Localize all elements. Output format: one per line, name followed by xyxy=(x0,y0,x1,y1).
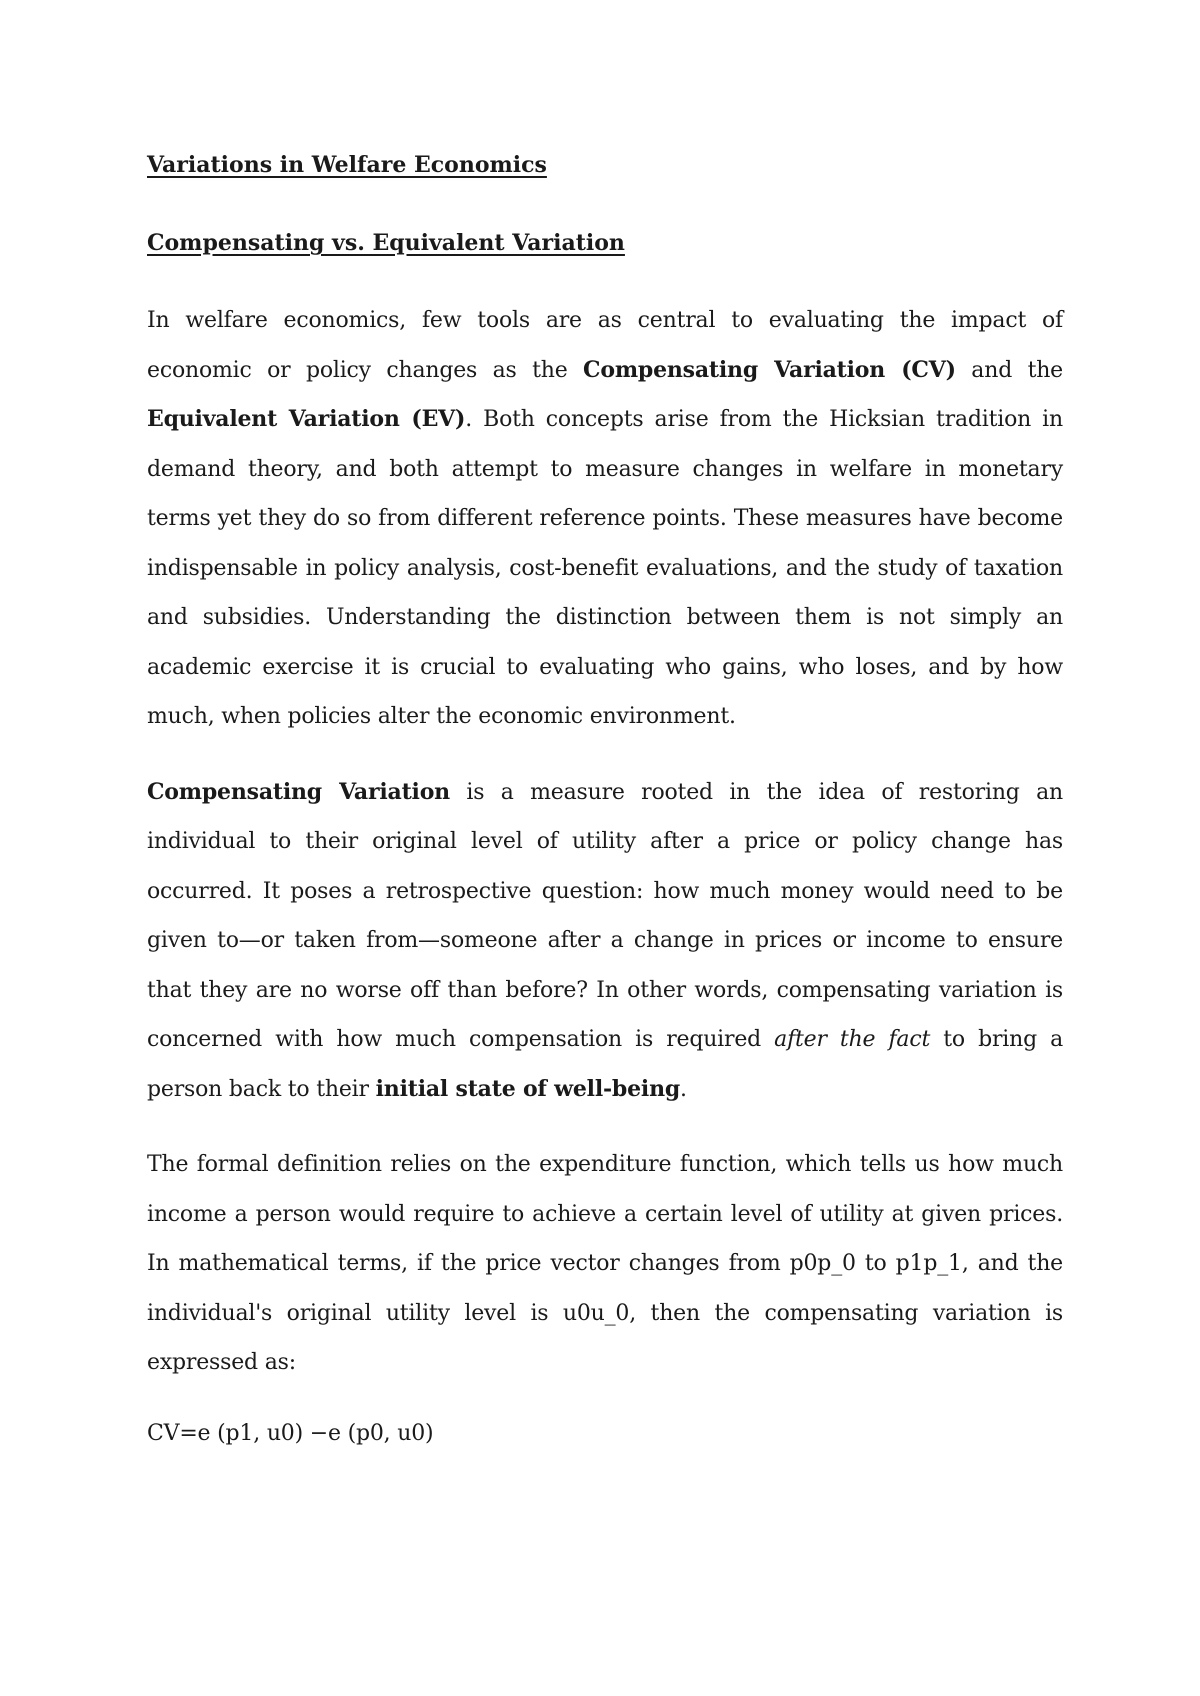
paragraph-cv-text-1: is a measure rooted in the idea of restoring an individual to their original level of utility after a price or policy change has occurred. It poses a retrospective question: how much money would need to be given to—or taken from—someone after a change in prices or income to ensure that they are no worse off than before? In other words, compensating variation is concerned with how much compensation is required xyxy=(147,779,1063,1052)
ev-term: Equivalent Variation (EV) xyxy=(147,406,466,432)
paragraph-cv-text-2: to bring a person back to their xyxy=(147,1027,1063,1102)
document-page xyxy=(147,140,1063,1454)
document-title: Variations in Welfare Economics xyxy=(147,152,547,178)
section-heading: Compensating vs. Equivalent Variation xyxy=(147,230,625,256)
cv-definition-term: Compensating Variation xyxy=(147,778,450,805)
paragraph-intro-text-2: and the xyxy=(955,357,1063,383)
paragraph-formal-definition: The formal definition relies on the expenditure function, which tells us how much income a person would require to achieve a certain level of utility at given prices. In mathematical terms, if the price vector changes from p0p_0 to p1p_1, and the individual's original utility level is u0u_0, then the compensating variation is expressed as: xyxy=(147,1152,1063,1375)
paragraph-intro-text-1: In welfare economics, few tools are as central to evaluating the impact of economic or policy changes as the xyxy=(147,308,1063,383)
paragraph-cv-text-3: . xyxy=(680,1076,687,1102)
paragraph-intro xyxy=(147,296,1063,742)
paragraph-compensating-variation xyxy=(147,768,1063,1115)
paragraph-intro-text-3: . Both concepts arise from the Hicksian tradition in demand theory, and both attempt to measure changes in welfare in monetary terms yet they do so from different reference points. These measures have become indispensable in policy analysis, cost-benefit evaluations, and the study of taxation and subsidies. Understanding the distinction between them is not simply an academic exercise it is crucial to evaluating who gains, who loses, and by how much, when policies alter the economic environment. xyxy=(147,407,1063,729)
cv-formula: CV=e (p1, u0) −e (p0, u0) xyxy=(147,1420,434,1446)
cv-term: Compensating Variation (CV) xyxy=(583,356,956,383)
initial-state-emphasis: initial state of well-being xyxy=(375,1075,681,1102)
after-the-fact-emphasis: after the fact xyxy=(774,1027,931,1052)
